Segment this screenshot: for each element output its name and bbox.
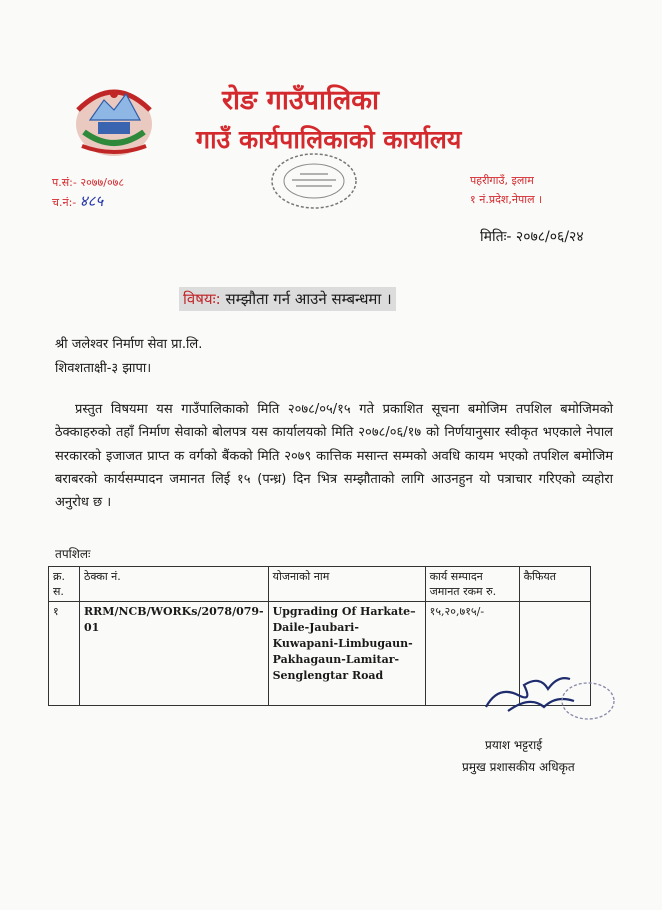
recipient-address: शिवशताक्षी-३ झापा।: [55, 361, 152, 376]
table-header-row: [49, 567, 591, 602]
cell-contract-no: RRM/NCB/WORKs/2078/079-01: [80, 602, 269, 706]
office-name: गाउँ कार्यपालिकाको कार्यालय: [196, 125, 462, 154]
signature-mark-icon: [478, 655, 618, 735]
dispatch-label: च.नं:-: [52, 196, 77, 209]
subject-text: सम्झौता गर्न आउने सम्बन्धमा ।: [225, 290, 392, 308]
letter-body: प्रस्तुत विषयमा यस गाउँपालिकाको मिति २०७८/०५/१५ गते प्रकाशित सूचना बमोजिम तपशिल बमोजिमको ठेक्काहरुको तहाँ निर्माण सेवाको बोलपत्र यस कार्यालयको मिति २०७८/०६/१७ को निर्णयानुसार स्वीकृत भएकाले नेपाल सरकारको इजाजत प्राप्त क वर्गको बैंकको मिति २०७९ कात्तिक मसान्त सम्मको अवधि कायम भएको तपशिल बमोजिम बराबरको कार्यसम्पादन जमानत लिई १५ (पन्ध्र) दिन भित्र सम्झौताको लागि आउनहुन यो पत्राचार गरिएको व्यहोरा अनुरोध छ ।: [55, 402, 613, 511]
dispatch-ref: [52, 192, 124, 212]
office-stamp-icon: [268, 150, 360, 212]
col-amount: कार्य सम्पादन जमानत रकम रु.: [425, 567, 519, 602]
dispatch-number: ४८५: [79, 192, 104, 210]
col-contract-no: ठेक्का नं.: [80, 567, 269, 602]
col-sn: क्र. स.: [49, 567, 80, 602]
recipient-name: श्री जलेश्वर निर्माण सेवा प्रा.लि.: [55, 337, 203, 352]
letter-date: मितिः- २०७८/०६/२४: [480, 229, 584, 245]
letter-page: रोङ गाउँपालिका गाउँ कार्यपालिकाको कार्यालय प.सं:- २०७७/०७८ च.नं:- ४८५ पहरीगाउँ, इलाम १ नं.प्रदेश,नेपाल । मितिः- २०७८/०६/२४ विषयः: सम्झौता गर्न आउने सम्बन्धमा । श्री जलेश्वर निर्माण सेवा प्रा.लि. शिवशताक्षी-३ झापा। प्रस्तुत विषयमा यस गाउँपालिकाको मिति २०७८/०५/१५ गते प्रकाशित सूचना बमोजिम तपशिल बमोजिमको ठेक्काहरुको तहाँ निर्माण सेवाको बोलपत्र यस कार्यालयको मिति २०७८/०६/१७ को निर्णयानुसार स्वीकृत भएकाले नेपाल सरकारको इजाजत प्राप्त क वर्गको बैंकको मिति २०७९ कात्तिक मसान्त सम्मको अवधि कायम भएको तपशिल बमोजिम बराबरको कार्यसम्पादन जमानत लिई १५ (पन्ध्र) दिन भित्र सम्झौताको लागि आउनहुन यो पत्राचार गरिएको व्यहोरा अनुरोध छ । तपशिलः क्र. स. ठेक्का नं. योजनाको नाम कार्य सम्पादन जमानत रकम रु. कैफियत १ RRM/NCB/WORKs/2078/079-01 Upgrading Of Harkate–Daile-Jaubari-Kuwapani-Limbugaun-Pakhagaun-Lamitar-Senglengtar Road १५,२०,७१५/- प्रयाश भट्टराई प्रमुख प्रशासकीय अधिकृत: [0, 0, 662, 910]
reference-block: [52, 173, 124, 212]
col-remarks: कैफियत: [519, 567, 590, 602]
signatory-name: प्रयाश भट्टराई: [485, 738, 543, 752]
address-line1: पहरीगाउँ, इलाम: [470, 174, 534, 187]
cell-amount: १५,२०,७१५/-: [425, 602, 519, 706]
signatory-designation: प्रमुख प्रशासकीय अधिकृत: [462, 760, 575, 774]
address-line2: १ नं.प्रदेश,नेपाल ।: [470, 193, 543, 206]
col-project-name: योजनाको नाम: [268, 567, 425, 602]
cell-sn: १: [49, 602, 80, 706]
nepal-emblem-icon: [68, 80, 160, 160]
subject-line: [179, 287, 396, 311]
details-label: तपशिलः: [55, 547, 91, 561]
subject-label: विषयः:: [183, 290, 221, 308]
cell-project-name: Upgrading Of Harkate–Daile-Jaubari-Kuwapani-Limbugaun-Pakhagaun-Lamitar-Senglengtar Road: [268, 602, 425, 706]
address-block: [470, 171, 542, 209]
fiscal-year-ref: प.सं:- २०७७/०७८: [52, 176, 125, 189]
